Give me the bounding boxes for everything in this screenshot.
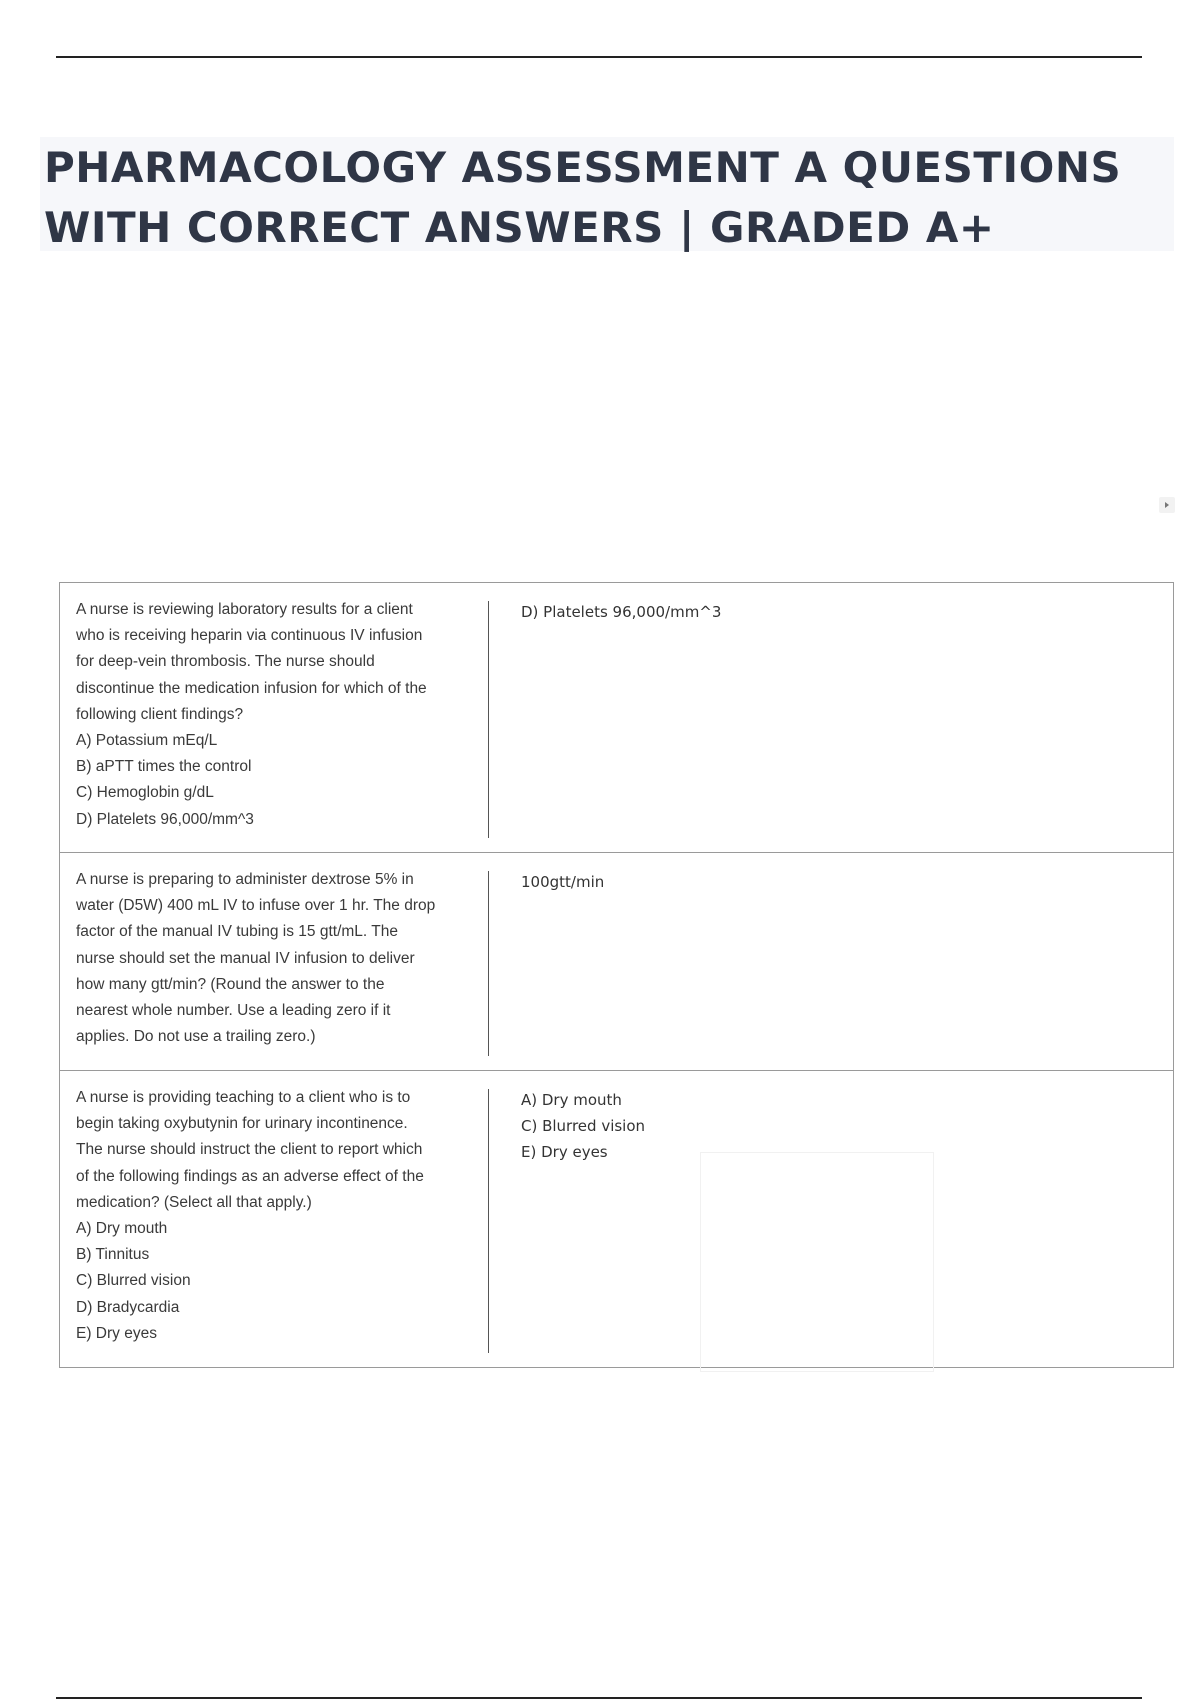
question-line: for deep-vein thrombosis. The nurse should (76, 653, 375, 671)
footer-rule (56, 1697, 1142, 1699)
question-cell (60, 583, 489, 852)
answer-line: D) Platelets 96,000/mm^3 (521, 603, 722, 621)
question-line: A nurse is reviewing laboratory results for a client (76, 601, 413, 618)
qa-row (60, 583, 1173, 852)
question-line: medication? (Select all that apply.) (76, 1193, 312, 1211)
question-option: B) aPTT times the control (76, 758, 252, 776)
question-line: water (D5W) 400 mL IV to infuse over 1 hr. The drop (76, 897, 436, 915)
question-line: how many gtt/min? (Round the answer to the (76, 975, 385, 993)
qa-table (59, 582, 1174, 1368)
question-line: factor of the manual IV tubing is 15 gtt/mL. The (76, 923, 398, 941)
question-line: begin taking oxybutynin for urinary incontinence. (76, 1115, 408, 1133)
answer-line: 100gtt/min (521, 873, 605, 891)
answer-cell (489, 853, 1173, 1070)
question-line: of the following findings as an adverse effect of the (76, 1167, 424, 1185)
answer-cell (489, 583, 1173, 852)
faint-placeholder-box (700, 1152, 934, 1372)
question-line: applies. Do not use a trailing zero.) (76, 1028, 316, 1046)
question-option: A) Dry mouth (76, 1220, 168, 1238)
question-line: nearest whole number. Use a leading zero if it (76, 1002, 391, 1020)
title-line: WITH CORRECT ANSWERS | GRADED A+ (44, 203, 995, 252)
question-line: nurse should set the manual IV infusion to deliver (76, 949, 415, 967)
question-line: A nurse is providing teaching to a client who is to (76, 1089, 411, 1106)
question-option: C) Blurred vision (76, 1272, 191, 1290)
question-option: C) Hemoglobin g/dL (76, 784, 214, 802)
question-line: discontinue the medication infusion for which of the (76, 679, 427, 697)
page-marker-icon (1159, 497, 1175, 513)
question-line: A nurse is preparing to administer dextrose 5% in (76, 871, 414, 888)
qa-row (60, 1070, 1173, 1367)
answer-line: E) Dry eyes (521, 1143, 608, 1162)
qa-row (60, 852, 1173, 1070)
answer-line: C) Blurred vision (521, 1117, 646, 1136)
question-cell (60, 1071, 489, 1367)
question-option: A) Potassium mEq/L (76, 732, 218, 750)
question-option: D) Bradycardia (76, 1298, 180, 1316)
answer-line: A) Dry mouth (521, 1091, 622, 1109)
document-title (44, 138, 1164, 258)
question-line: who is receiving heparin via continuous IV infusion (76, 627, 423, 645)
question-line: The nurse should instruct the client to report which (76, 1141, 423, 1159)
header-rule (56, 56, 1142, 58)
question-option: B) Tinnitus (76, 1246, 150, 1264)
question-line: following client findings? (76, 705, 244, 723)
title-line: PHARMACOLOGY ASSESSMENT A QUESTIONS (44, 143, 1122, 192)
question-option: E) Dry eyes (76, 1324, 157, 1342)
question-option: D) Platelets 96,000/mm^3 (76, 810, 254, 828)
question-cell (60, 853, 489, 1070)
